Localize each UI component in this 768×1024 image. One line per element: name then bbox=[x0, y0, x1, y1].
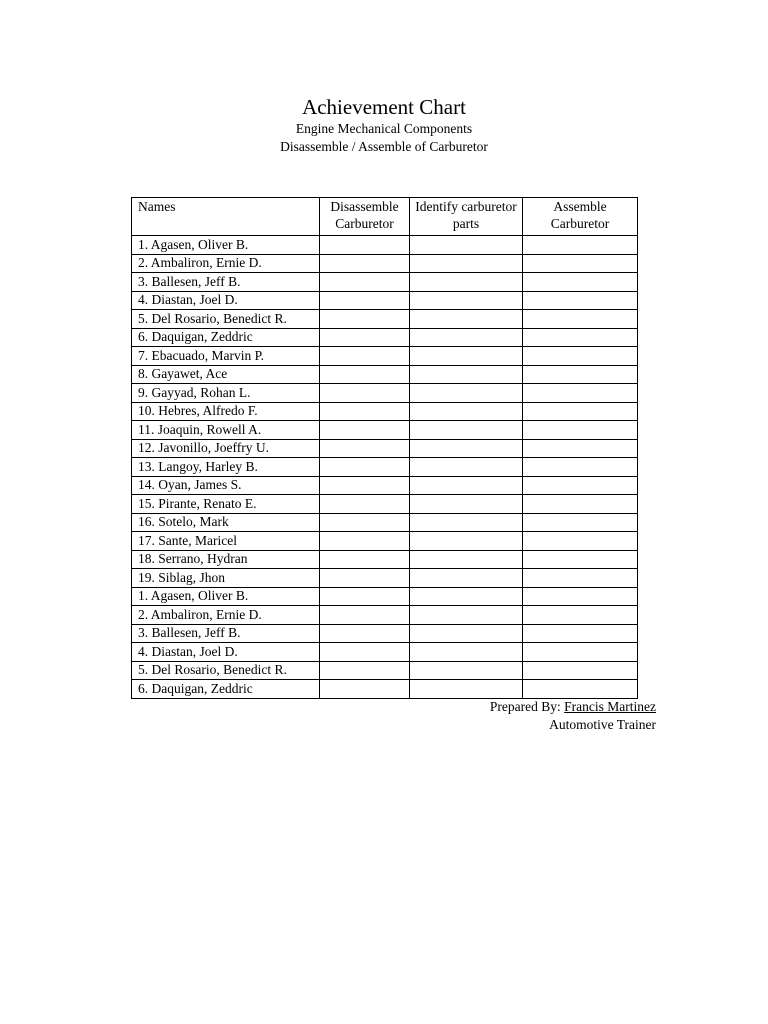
table-row bbox=[132, 402, 638, 421]
student-name-cell: 1. Agasen, Oliver B. bbox=[132, 587, 320, 606]
assemble-cell bbox=[523, 661, 638, 680]
assemble-cell bbox=[523, 476, 638, 495]
student-name-cell: 4. Diastan, Joel D. bbox=[132, 643, 320, 662]
disassemble-cell bbox=[320, 495, 410, 514]
student-name-cell: 1. Agasen, Oliver B. bbox=[132, 236, 320, 255]
student-name-cell: 16. Sotelo, Mark bbox=[132, 513, 320, 532]
table-row bbox=[132, 624, 638, 643]
assemble-cell bbox=[523, 273, 638, 292]
student-name-cell: 3. Ballesen, Jeff B. bbox=[132, 624, 320, 643]
assemble-cell bbox=[523, 402, 638, 421]
assemble-cell bbox=[523, 532, 638, 551]
table-row bbox=[132, 254, 638, 273]
identify-cell bbox=[410, 365, 523, 384]
assemble-cell bbox=[523, 458, 638, 477]
identify-cell bbox=[410, 569, 523, 588]
table-row bbox=[132, 458, 638, 477]
assemble-cell bbox=[523, 513, 638, 532]
disassemble-cell bbox=[320, 458, 410, 477]
disassemble-cell bbox=[320, 291, 410, 310]
student-name-cell: 15. Pirante, Renato E. bbox=[132, 495, 320, 514]
disassemble-cell bbox=[320, 606, 410, 625]
assemble-cell bbox=[523, 569, 638, 588]
disassemble-cell bbox=[320, 365, 410, 384]
document-subtitle-topic: Engine Mechanical Components bbox=[295, 121, 473, 136]
identify-cell bbox=[410, 495, 523, 514]
table-row bbox=[132, 291, 638, 310]
table-row bbox=[132, 236, 638, 255]
column-header-names: Names bbox=[132, 198, 320, 236]
table-row bbox=[132, 532, 638, 551]
assemble-cell bbox=[523, 624, 638, 643]
identify-cell bbox=[410, 587, 523, 606]
assemble-cell bbox=[523, 421, 638, 440]
assemble-cell bbox=[523, 495, 638, 514]
prepared-by-line bbox=[490, 698, 656, 715]
identify-cell bbox=[410, 661, 523, 680]
student-name-cell: 14. Oyan, James S. bbox=[132, 476, 320, 495]
table-row bbox=[132, 273, 638, 292]
assemble-cell bbox=[523, 384, 638, 403]
column-header-assemble: Assemble Carburetor bbox=[523, 198, 638, 236]
identify-cell bbox=[410, 624, 523, 643]
assemble-cell bbox=[523, 550, 638, 569]
table-row bbox=[132, 439, 638, 458]
assemble-cell bbox=[523, 606, 638, 625]
column-header-disassemble: Disassemble Carburetor bbox=[320, 198, 410, 236]
student-name-cell: 2. Ambaliron, Ernie D. bbox=[132, 606, 320, 625]
identify-cell bbox=[410, 328, 523, 347]
identify-cell bbox=[410, 458, 523, 477]
disassemble-cell bbox=[320, 624, 410, 643]
preparer-role: Automotive Trainer bbox=[549, 717, 656, 732]
disassemble-cell bbox=[320, 513, 410, 532]
identify-cell bbox=[410, 291, 523, 310]
table-row bbox=[132, 513, 638, 532]
assemble-cell bbox=[523, 328, 638, 347]
prepared-by-label: Prepared By: bbox=[489, 699, 561, 714]
preparer-name: Francis Martinez bbox=[564, 699, 656, 714]
disassemble-cell bbox=[320, 643, 410, 662]
disassemble-cell bbox=[320, 254, 410, 273]
table-row bbox=[132, 680, 638, 699]
identify-cell bbox=[410, 402, 523, 421]
student-name-cell: 17. Sante, Maricel bbox=[132, 532, 320, 551]
table-row bbox=[132, 550, 638, 569]
student-name-cell: 5. Del Rosario, Benedict R. bbox=[132, 661, 320, 680]
assemble-cell bbox=[523, 680, 638, 699]
identify-cell bbox=[410, 476, 523, 495]
disassemble-cell bbox=[320, 384, 410, 403]
table-row bbox=[132, 606, 638, 625]
disassemble-cell bbox=[320, 439, 410, 458]
assemble-cell bbox=[523, 347, 638, 366]
assemble-cell bbox=[523, 365, 638, 384]
identify-cell bbox=[410, 606, 523, 625]
identify-cell bbox=[410, 680, 523, 699]
disassemble-cell bbox=[320, 273, 410, 292]
disassemble-cell bbox=[320, 421, 410, 440]
identify-cell bbox=[410, 532, 523, 551]
student-name-cell: 8. Gayawet, Ace bbox=[132, 365, 320, 384]
column-header-identify: Identify carburetor parts bbox=[410, 198, 523, 236]
identify-cell bbox=[410, 236, 523, 255]
table-row bbox=[132, 661, 638, 680]
table-row bbox=[132, 495, 638, 514]
identify-cell bbox=[410, 439, 523, 458]
table-row bbox=[132, 569, 638, 588]
table-row bbox=[132, 476, 638, 495]
assemble-cell bbox=[523, 439, 638, 458]
student-name-cell: 19. Siblag, Jhon bbox=[132, 569, 320, 588]
identify-cell bbox=[410, 421, 523, 440]
student-name-cell: 6. Daquigan, Zeddric bbox=[132, 328, 320, 347]
achievement-table bbox=[131, 197, 638, 699]
student-name-cell: 5. Del Rosario, Benedict R. bbox=[132, 310, 320, 329]
identify-cell bbox=[410, 550, 523, 569]
table-header-row bbox=[132, 198, 638, 236]
assemble-cell bbox=[523, 310, 638, 329]
disassemble-cell bbox=[320, 347, 410, 366]
identify-cell bbox=[410, 384, 523, 403]
assemble-cell bbox=[523, 643, 638, 662]
student-name-cell: 12. Javonillo, Joeffry U. bbox=[132, 439, 320, 458]
disassemble-cell bbox=[320, 569, 410, 588]
disassemble-cell bbox=[320, 532, 410, 551]
document-subtitle-task: Disassemble / Assemble of Carburetor bbox=[280, 139, 488, 154]
table-row bbox=[132, 421, 638, 440]
identify-cell bbox=[410, 643, 523, 662]
disassemble-cell bbox=[320, 680, 410, 699]
disassemble-cell bbox=[320, 328, 410, 347]
student-name-cell: 6. Daquigan, Zeddric bbox=[132, 680, 320, 699]
student-name-cell: 9. Gayyad, Rohan L. bbox=[132, 384, 320, 403]
student-name-cell: 18. Serrano, Hydran bbox=[132, 550, 320, 569]
table-body bbox=[132, 236, 638, 699]
disassemble-cell bbox=[320, 661, 410, 680]
document-title: Achievement Chart bbox=[302, 95, 466, 119]
table-row bbox=[132, 365, 638, 384]
table-row bbox=[132, 310, 638, 329]
table-row bbox=[132, 328, 638, 347]
assemble-cell bbox=[523, 291, 638, 310]
student-name-cell: 2. Ambaliron, Ernie D. bbox=[132, 254, 320, 273]
table-row bbox=[132, 643, 638, 662]
student-name-cell: 3. Ballesen, Jeff B. bbox=[132, 273, 320, 292]
identify-cell bbox=[410, 254, 523, 273]
student-name-cell: 10. Hebres, Alfredo F. bbox=[132, 402, 320, 421]
student-name-cell: 13. Langoy, Harley B. bbox=[132, 458, 320, 477]
disassemble-cell bbox=[320, 402, 410, 421]
student-name-cell: 11. Joaquin, Rowell A. bbox=[132, 421, 320, 440]
student-name-cell: 4. Diastan, Joel D. bbox=[132, 291, 320, 310]
disassemble-cell bbox=[320, 587, 410, 606]
student-name-cell: 7. Ebacuado, Marvin P. bbox=[132, 347, 320, 366]
disassemble-cell bbox=[320, 310, 410, 329]
disassemble-cell bbox=[320, 476, 410, 495]
identify-cell bbox=[410, 513, 523, 532]
table-row bbox=[132, 587, 638, 606]
identify-cell bbox=[410, 310, 523, 329]
table-row bbox=[132, 347, 638, 366]
identify-cell bbox=[410, 273, 523, 292]
assemble-cell bbox=[523, 587, 638, 606]
assemble-cell bbox=[523, 254, 638, 273]
assemble-cell bbox=[523, 236, 638, 255]
table-row bbox=[132, 384, 638, 403]
identify-cell bbox=[410, 347, 523, 366]
disassemble-cell bbox=[320, 550, 410, 569]
disassemble-cell bbox=[320, 236, 410, 255]
